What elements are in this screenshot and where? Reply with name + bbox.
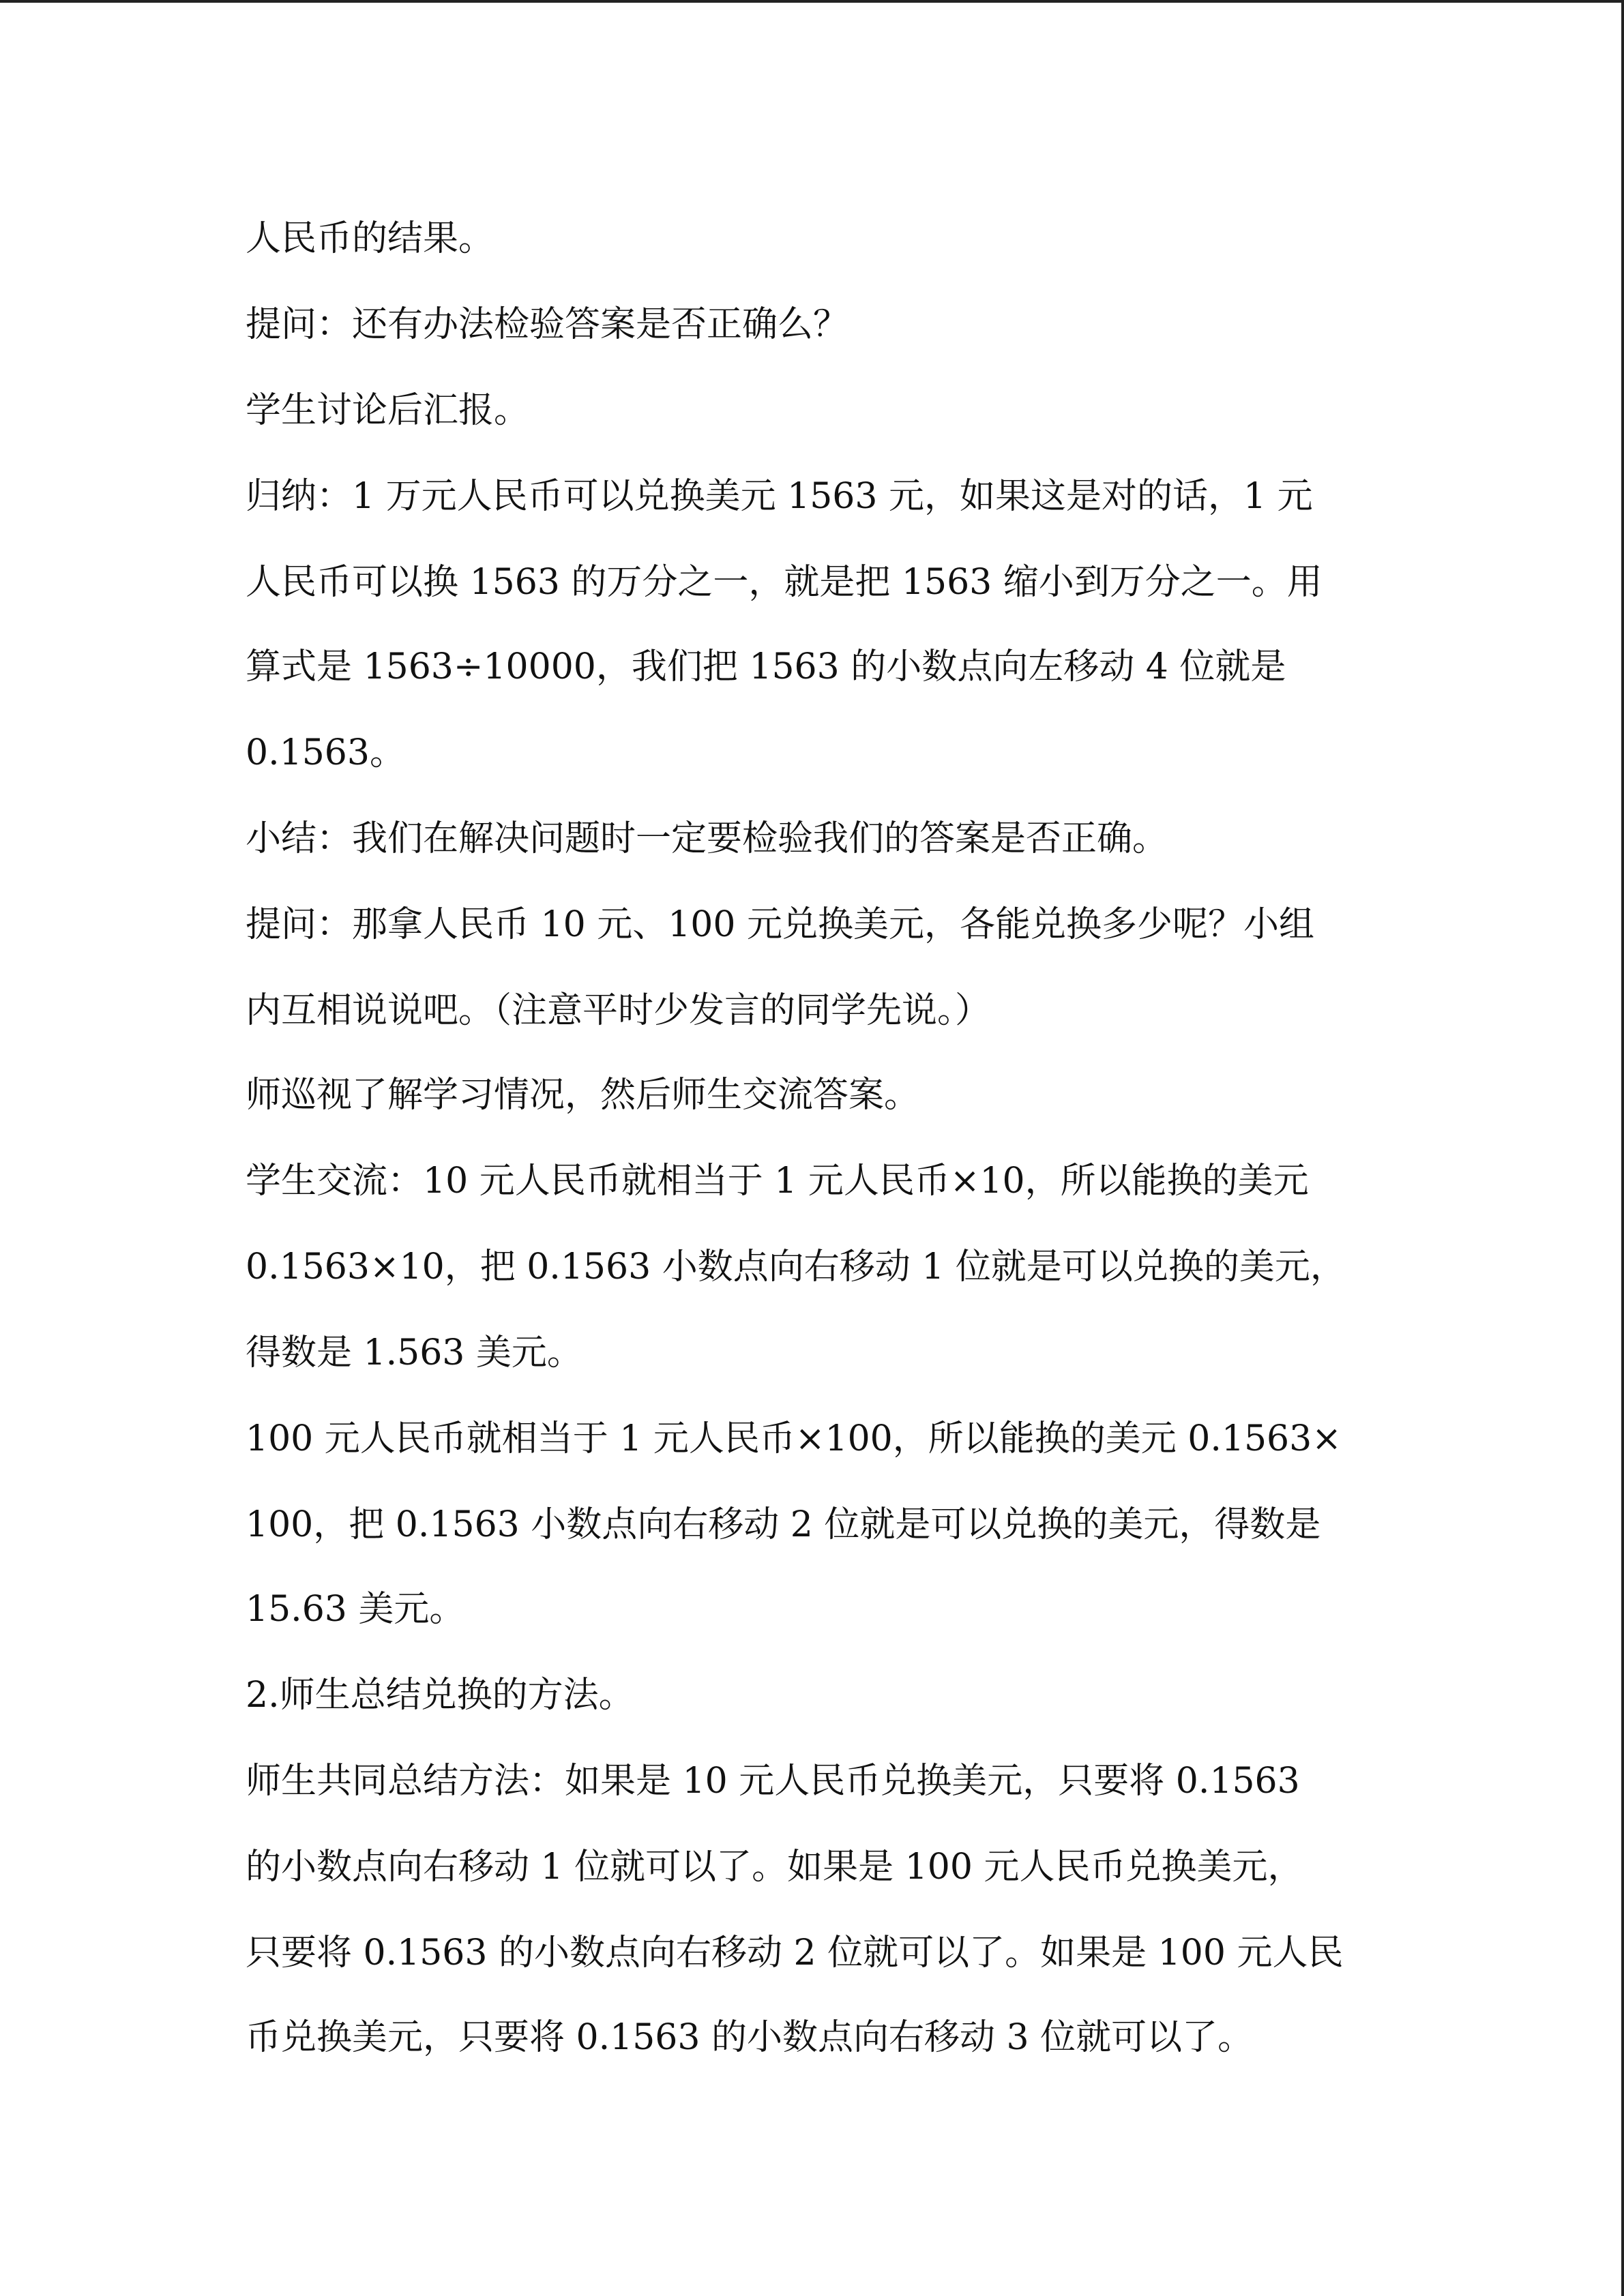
text-line: 得数是 1.563 美元。 (246, 1332, 582, 1373)
text-line: 100 元人民币就相当于 1 元人民币×100，所以能换的美元 0.1563× (246, 1418, 1342, 1459)
text-line: 小结：我们在解决问题时一定要检验我们的答案是否正确。 (246, 818, 1168, 859)
text-line: 0.1563。 (246, 732, 405, 773)
text-line: 归纳：1 万元人民币可以兑换美元 1563 元，如果这是对的话，1 元 (246, 476, 1313, 517)
text-line: 学生交流：10 元人民币就相当于 1 元人民币×10，所以能换的美元 (246, 1161, 1309, 1202)
text-line: 师生共同总结方法：如果是 10 元人民币兑换美元，只要将 0.1563 (246, 1761, 1300, 1802)
text-line: 提问：那拿人民币 10 元、100 元兑换美元，各能兑换多少呢？小组 (246, 904, 1315, 945)
text-line: 师巡视了解学习情况，然后师生交流答案。 (246, 1075, 920, 1116)
text-line: 学生讨论后汇报。 (246, 390, 530, 431)
text-line: 算式是 1563÷10000，我们把 1563 的小数点向左移动 4 位就是 (246, 646, 1286, 687)
text-line: 人民币的结果。 (246, 218, 494, 259)
text-line: 100，把 0.1563 小数点向右移动 2 位就是可以兑换的美元，得数是 (246, 1504, 1321, 1545)
text-line: 人民币可以换 1563 的万分之一，就是把 1563 缩小到万分之一。用 (246, 562, 1323, 603)
page-right-border (1621, 0, 1624, 2296)
text-line: 内互相说说吧。（注意平时少发言的同学先说。） (246, 990, 991, 1031)
page-top-border (0, 0, 1624, 3)
text-line: 0.1563×10，把 0.1563 小数点向右移动 1 位就是可以兑换的美元， (246, 1247, 1346, 1287)
text-line: 2.师生总结兑换的方法。 (246, 1675, 634, 1716)
text-line: 提问：还有办法检验答案是否正确么？ (246, 304, 849, 345)
text-line: 15.63 美元。 (246, 1589, 465, 1630)
text-line: 只要将 0.1563 的小数点向右移动 2 位就可以了。如果是 100 元人民 (246, 1933, 1344, 1973)
text-line: 币兑换美元，只要将 0.1563 的小数点向右移动 3 位就可以了。 (246, 2017, 1254, 2058)
text-line: 的小数点向右移动 1 位就可以了。如果是 100 元人民币兑换美元， (246, 1847, 1303, 1888)
